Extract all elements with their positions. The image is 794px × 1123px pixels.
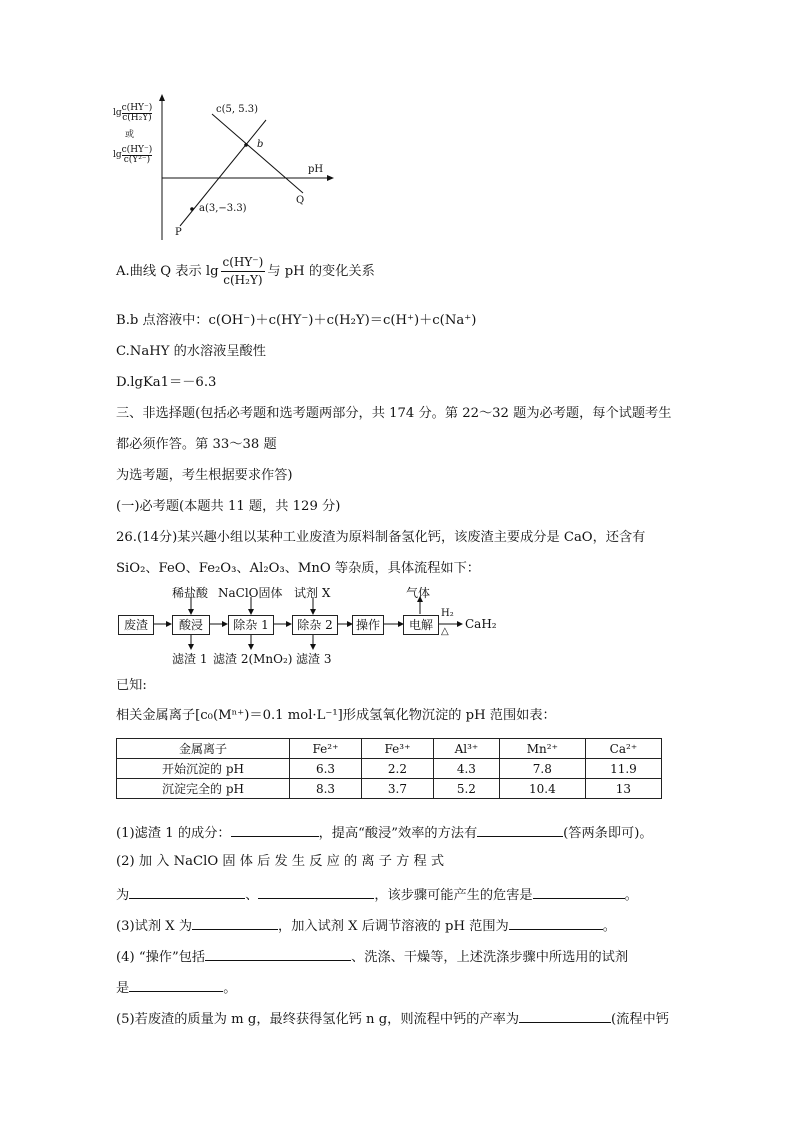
answer-blank[interactable]	[231, 822, 319, 837]
table-cell: 7.8	[499, 759, 585, 779]
q26-sub4-line1	[116, 946, 628, 967]
line-q	[212, 114, 303, 193]
sub2-text-b: 、	[245, 888, 259, 903]
table-cell: 13	[585, 779, 661, 799]
metal-ion-table	[116, 738, 662, 799]
sub5-text-a: (5)若废渣的质量为 m g，最终获得氢化钙 n g，则流程中钙的产率为	[116, 1012, 520, 1027]
sub2-text-a: 为	[116, 888, 130, 903]
option-a-num: c(HY⁻)	[221, 254, 266, 272]
answer-blank[interactable]	[129, 884, 245, 899]
section3-sub: (一)必考题(本题共 11 题，共 129 分)	[116, 499, 341, 514]
y-axis-label	[113, 104, 152, 165]
flow-h2: H₂	[441, 608, 454, 619]
table-cell: 3.7	[361, 779, 433, 799]
flow-gas: 气体	[406, 586, 431, 600]
option-b: B.b 点溶液中：c(OH⁻)＋c(HY⁻)＋c(H₂Y)＝c(H⁺)＋c(Na⁺)	[116, 313, 477, 328]
section3-line1: 三、非选择题(包括必考题和选考题两部分，共 174 分。第 22～32 题为必考题，每个试题考生	[116, 406, 672, 421]
flow-box-purify2: 除杂 2	[292, 615, 338, 635]
answer-blank[interactable]	[205, 946, 351, 961]
sub4-text-d: 。	[223, 981, 237, 996]
flow-box-purify1: 除杂 1	[228, 615, 274, 635]
y-label-2-num: c(HY⁻)	[121, 145, 153, 155]
sub4-text-b: 、洗涤、干燥等，上述洗涤步骤中所选用的试剂	[351, 950, 629, 965]
table-header-cell: Ca²⁺	[585, 739, 661, 759]
flow-box-electrolysis: 电解	[403, 615, 439, 635]
sub2-text-d: 。	[624, 888, 638, 903]
q26-sub2-line2	[116, 884, 638, 905]
flow-residue3: 滤渣 3	[296, 652, 332, 666]
sub1-text-a: (1)滤渣 1 的成分：	[116, 826, 231, 841]
q26-line2: SiO₂、FeO、Fe₂O₃、Al₂O₃、MnO 等杂质，具体流程如下：	[116, 561, 480, 576]
table-header-cell: 金属离子	[117, 739, 290, 759]
x-axis-label: pH	[308, 164, 324, 175]
sub1-text-c: (答两条即可)。	[563, 826, 653, 841]
option-a-post: 与 pH 的变化关系	[267, 263, 375, 279]
answer-blank[interactable]	[519, 1008, 611, 1023]
table-cell: 开始沉淀的 pH	[117, 759, 290, 779]
table-cell: 5.2	[433, 779, 499, 799]
table-cell: 6.3	[290, 759, 362, 779]
table-header-cell: Al³⁺	[433, 739, 499, 759]
point-b-label: b	[257, 139, 264, 150]
point-a-dot	[190, 207, 194, 211]
point-b-dot	[244, 143, 248, 147]
y-label-1-num: c(HY⁻)	[121, 103, 153, 113]
flow-reagent-naclo: NaClO固体	[218, 586, 283, 600]
option-c: C.NaHY 的水溶液呈酸性	[116, 344, 266, 359]
y-label-2-pre: lg	[113, 150, 122, 160]
flow-box-operation: 操作	[352, 615, 384, 635]
flow-delta: △	[441, 626, 449, 637]
answer-blank[interactable]	[258, 884, 374, 899]
answer-blank[interactable]	[509, 915, 603, 930]
table-header-cell: Fe²⁺	[290, 739, 362, 759]
answer-blank[interactable]	[477, 822, 563, 837]
q26-known: 已知:	[116, 678, 147, 693]
sub5-text-b: (流程中钙	[611, 1012, 669, 1027]
point-c-label: c(5, 5.3)	[216, 104, 259, 115]
flow-residue2: 滤渣 2(MnO₂)	[213, 652, 293, 666]
y-axis-arrow	[159, 94, 165, 101]
sub3-text-c: 。	[602, 919, 616, 934]
sub2-text-c: ，该步骤可能产生的危害是	[374, 888, 533, 903]
table-cell: 4.3	[433, 759, 499, 779]
option-a-pre: A.曲线 Q 表示 lg	[116, 263, 219, 279]
sub4-text-a: (4) “操作”包括	[116, 950, 206, 965]
answer-blank[interactable]	[192, 915, 278, 930]
table-cell: 沉淀完全的 pH	[117, 779, 290, 799]
flow-reagent-x: 试剂 X	[294, 586, 331, 600]
q26-sub3	[116, 915, 616, 936]
point-a-label: a(3,−3.3)	[199, 203, 247, 214]
option-d: D.lgKa1＝－6.3	[116, 375, 217, 390]
answer-blank[interactable]	[129, 977, 223, 992]
section3-line2: 都必须作答。第 33～38 题	[116, 437, 277, 452]
x-axis-arrow	[327, 175, 334, 181]
flow-reagent-hcl: 稀盐酸	[172, 586, 209, 600]
q26-sub5	[116, 1008, 669, 1029]
section3-line3: 为选考题，考生根据要求作答)	[116, 468, 293, 483]
q26-table-intro: 相关金属离子[c₀(Mⁿ⁺)＝0.1 mol·L⁻¹]形成氢氧化物沉淀的 pH 范围如表：	[116, 708, 556, 723]
table-cell: 2.2	[361, 759, 433, 779]
sub3-text-a: (3)试剂 X 为	[116, 919, 193, 934]
sub3-text-b: ，加入试剂 X 后调节溶液的 pH 范围为	[278, 919, 509, 934]
table-header-cell: Fe³⁺	[361, 739, 433, 759]
y-label-2-den: c(Y²⁻)	[123, 155, 151, 165]
table-cell: 11.9	[585, 759, 661, 779]
table-row	[117, 779, 662, 799]
option-a-den: c(H₂Y)	[223, 273, 263, 287]
table-cell: 8.3	[290, 779, 362, 799]
line-p-label: P	[175, 227, 182, 238]
q26-sub4-line2	[116, 977, 236, 998]
q26-line1: 26.(14分)某兴趣小组以某种工业废渣为原料制备氢化钙，该废渣主要成分是 CaO，还含有	[116, 530, 646, 545]
sub4-text-c: 是	[116, 981, 130, 996]
q26-sub1	[116, 822, 653, 843]
table-header-cell: Mn²⁺	[499, 739, 585, 759]
flow-product: CaH₂	[465, 617, 497, 631]
sub1-text-b: ，提高“酸浸”效率的方法有	[318, 826, 478, 841]
flow-box-acid-leach: 酸浸	[172, 615, 210, 635]
flow-residue1: 滤渣 1	[172, 652, 208, 666]
y-label-1-den: c(H₂Y)	[122, 113, 152, 123]
line-q-label: Q	[296, 195, 305, 206]
y-label-1-pre: lg	[113, 108, 122, 118]
q26-sub2-line1: (2) 加 入 NaClO 固 体 后 发 生 反 应 的 离 子 方 程 式	[116, 854, 445, 869]
option-a	[116, 254, 375, 289]
y-label-or: 或	[125, 130, 135, 140]
answer-blank[interactable]	[533, 884, 625, 899]
table-cell: 10.4	[499, 779, 585, 799]
table-row	[117, 759, 662, 779]
flow-box-waste: 废渣	[118, 615, 154, 635]
table-header-row	[117, 739, 662, 759]
